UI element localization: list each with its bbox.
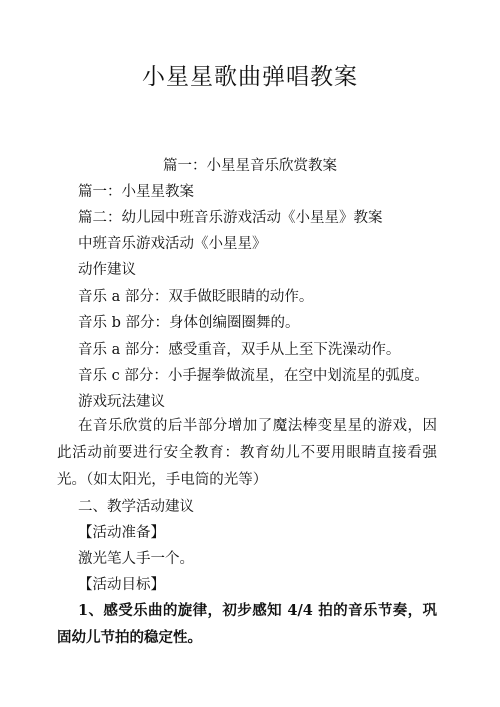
document-title: 小星星歌曲弹唱教案 [142,64,358,90]
text-line: 中班音乐游戏活动《小星星》 [78,236,267,252]
text-line: 音乐 b 部分：身体创编圈圈舞的。 [78,315,300,331]
text-line: 游戏玩法建议 [78,394,165,410]
prep-heading: 【活动准备】 [78,525,165,541]
section-heading: 二、教学活动建议 [78,499,194,515]
text-line: 动作建议 [78,262,136,278]
document-subtitle: 篇一：小星星音乐欣赏教案 [163,158,337,174]
text-line: 篇二：幼儿园中班音乐游戏活动《小星星》教案 [78,210,383,226]
text-line: 篇一：小星星教案 [78,184,194,200]
safety-paragraph: 在音乐欣赏的后半部分增加了魔法棒变星星的游戏，因此活动前要进行安全教育：教育幼儿不要用眼睛直接看强光。（如太阳光，手电筒的光等） [57,418,437,488]
prep-item: 激光笔人手一个。 [78,551,194,567]
goal-heading: 【活动目标】 [78,577,165,593]
text-line: 音乐 a 部分：双手做眨眼睛的动作。 [78,289,314,305]
goal-item: 1、感受乐曲的旋律，初步感知 4/4 拍的音乐节奏，巩固幼儿节拍的稳定性。 [57,602,437,646]
text-line: 音乐 c 部分：小手握拳做流星，在空中划流星的弧度。 [78,368,429,384]
text-line: 音乐 a 部分：感受重音，双手从上至下洗澡动作。 [78,342,401,358]
